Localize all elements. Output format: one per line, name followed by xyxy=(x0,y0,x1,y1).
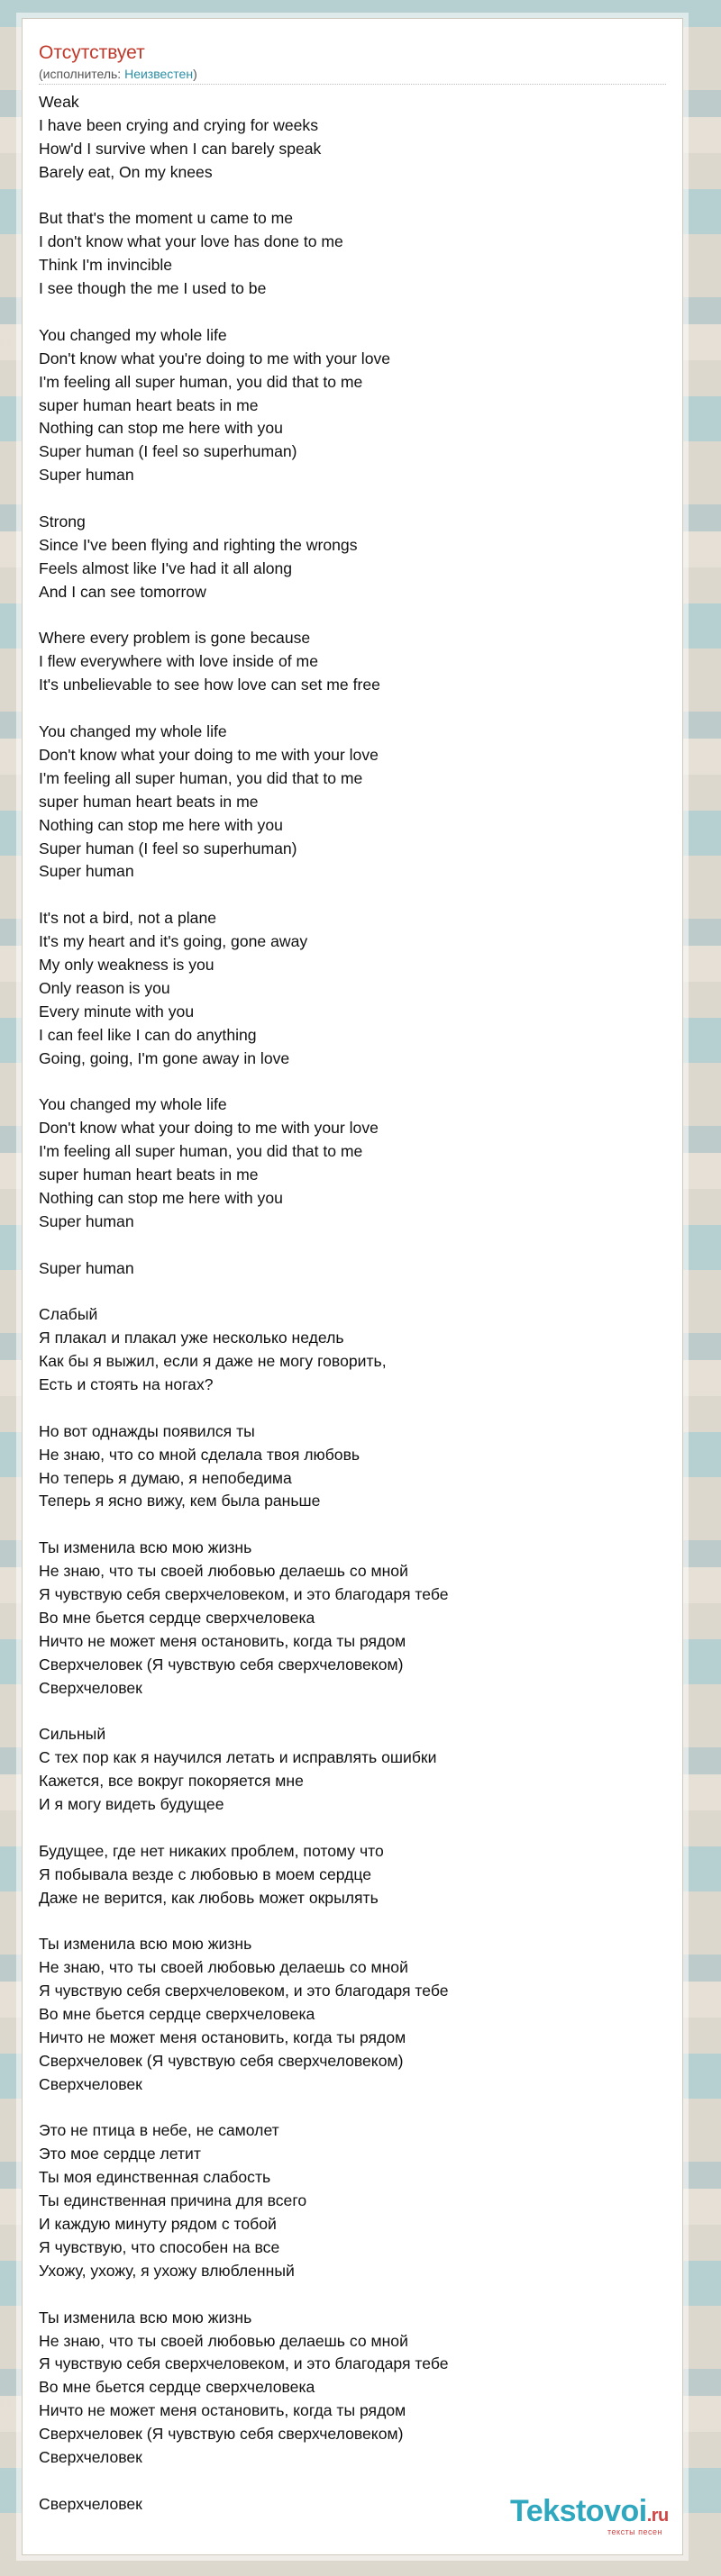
lyric-line: Super human (I feel so superhuman) xyxy=(39,839,297,857)
lyric-line: How'd I survive when I can barely speak xyxy=(39,139,322,158)
site-logo[interactable] xyxy=(510,2494,672,2548)
lyric-line: You changed my whole life xyxy=(39,722,227,741)
lyric-line: Going, going, I'm gone away in love xyxy=(39,1048,290,1067)
logo-wordmark xyxy=(510,2494,669,2529)
blank-line xyxy=(39,1513,661,1537)
lyric-line: Ты изменила всю мою жизнь xyxy=(39,1935,252,1954)
lyric-line: Есть и стоять на ногах? xyxy=(39,1374,214,1393)
blank-line xyxy=(39,2470,661,2493)
lyric-line: Weak xyxy=(39,93,79,111)
divider xyxy=(39,84,666,85)
blank-line xyxy=(39,604,661,628)
lyric-line: Во мне бьется сердце сверхчеловека xyxy=(39,2005,315,2024)
lyric-line: Super human xyxy=(39,862,134,881)
blank-line xyxy=(39,1700,661,1723)
lyric-line: Сильный xyxy=(39,1725,106,1744)
lyric-line: Where every problem is gone because xyxy=(39,629,311,648)
artist-link[interactable]: Неизвестен xyxy=(124,67,194,81)
lyric-line: Я чувствую себя сверхчеловеком, и это благодаря тебе xyxy=(39,2354,449,2373)
lyric-line: Ты моя единственная слабость xyxy=(39,2168,271,2187)
lyric-line: Теперь я ясно вижу, кем была раньше xyxy=(39,1492,321,1510)
song-title: Отсутствует xyxy=(39,42,145,63)
lyric-line: Я чувствую, что способен на все xyxy=(39,2237,280,2256)
lyric-line: I see though the me I used to be xyxy=(39,279,267,298)
lyric-line: Во мне бьется сердце сверхчеловека xyxy=(39,1608,315,1627)
lyric-line: It's not a bird, not a plane xyxy=(39,909,217,928)
blank-line xyxy=(39,185,661,208)
lyric-line: Nothing can stop me here with you xyxy=(39,1188,283,1207)
lyric-line: Я побывала везде с любовью в моем сердце xyxy=(39,1864,372,1883)
lyric-line: Сверхчеловек xyxy=(39,1678,142,1697)
lyrics-page xyxy=(22,18,683,2555)
blank-line xyxy=(39,1397,661,1420)
lyric-line: Кажется, все вокруг покоряется мне xyxy=(39,1772,304,1791)
lyric-line: Feels almost like I've had it all along xyxy=(39,558,293,577)
artist-suffix: ) xyxy=(193,67,197,81)
blank-line xyxy=(39,2097,661,2120)
lyric-line: Это не птица в небе, не самолет xyxy=(39,2121,279,2140)
lyric-line: Будущее, где нет никаких проблем, потому что xyxy=(39,1841,384,1860)
lyric-line: Даже не верится, как любовь может окрылять xyxy=(39,1888,379,1907)
blank-line xyxy=(39,2283,661,2307)
lyric-line: Super human xyxy=(39,1211,134,1230)
lyric-line: И каждую минуту рядом с тобой xyxy=(39,2215,277,2234)
lyric-line: Это мое сердце летит xyxy=(39,2145,201,2163)
lyric-line: It's unbelievable to see how love can set me free xyxy=(39,676,380,694)
lyric-line: Don't know what you're doing to me with your love xyxy=(39,349,391,367)
lyric-line: Don't know what your doing to me with your love xyxy=(39,745,379,764)
lyric-line: I'm feeling all super human, you did that to me xyxy=(39,1142,363,1161)
lyric-line: Я чувствую себя сверхчеловеком, и это благодаря тебе xyxy=(39,1585,449,1603)
lyric-line: You changed my whole life xyxy=(39,1095,227,1114)
lyric-line: But that's the moment u came to me xyxy=(39,209,294,228)
blank-line xyxy=(39,487,661,511)
lyric-line: I have been crying and crying for weeks xyxy=(39,115,319,134)
lyric-line: super human heart beats in me xyxy=(39,395,259,414)
lyric-line: Во мне бьется сердце сверхчеловека xyxy=(39,2378,315,2397)
blank-line xyxy=(39,1817,661,1840)
lyric-line: С тех пор как я научился летать и исправлять ошибки xyxy=(39,1748,437,1767)
lyric-line: I'm feeling all super human, you did that to me xyxy=(39,768,363,787)
lyric-line: Не знаю, что ты своей любовью делаешь со мной xyxy=(39,2331,408,2350)
lyric-line: My only weakness is you xyxy=(39,955,214,974)
lyric-line: Ничто не может меня остановить, когда ты рядом xyxy=(39,2027,406,2046)
lyric-line: Не знаю, что ты своей любовью делаешь со мной xyxy=(39,1562,408,1581)
lyric-line: Как бы я выжил, если я даже не могу говорить, xyxy=(39,1352,387,1371)
blank-line xyxy=(39,301,661,324)
logo-tld: .ru xyxy=(646,2506,669,2526)
lyric-line: Super human xyxy=(39,466,134,485)
lyric-line: Don't know what your doing to me with your love xyxy=(39,1119,379,1138)
blank-line xyxy=(39,884,661,907)
lyric-line: Ты единственная причина для всего xyxy=(39,2191,307,2210)
lyric-line: Но теперь я думаю, я непобедима xyxy=(39,1468,292,1487)
lyric-line: Сверхчеловек (Я чувствую себя сверхчеловеком) xyxy=(39,2051,404,2070)
blank-line xyxy=(39,1234,661,1257)
lyric-line: Я чувствую себя сверхчеловеком, и это благодаря тебе xyxy=(39,1982,449,2000)
lyric-line: Super human (I feel so superhuman) xyxy=(39,442,297,461)
logo-name: Tekstovoi xyxy=(510,2494,647,2528)
blank-line xyxy=(39,1280,661,1303)
lyric-line: Слабый xyxy=(39,1305,98,1324)
lyric-line: And I can see tomorrow xyxy=(39,582,206,601)
blank-line xyxy=(39,1909,661,1933)
lyric-line: Ты изменила всю мою жизнь xyxy=(39,2308,252,2327)
lyric-line: I don't know what your love has done to me xyxy=(39,232,343,251)
logo-tagline: тексты песен xyxy=(607,2527,663,2536)
lyric-line: I flew everywhere with love inside of me xyxy=(39,652,318,671)
lyric-line: Ты изменила всю мою жизнь xyxy=(39,1538,252,1557)
lyric-line: Only reason is you xyxy=(39,978,170,997)
lyric-line: Сверхчеловек xyxy=(39,2074,142,2093)
artist-prefix: (исполнитель: xyxy=(39,67,125,81)
lyric-line: super human heart beats in me xyxy=(39,792,259,811)
lyric-line: I'm feeling all super human, you did that to me xyxy=(39,372,363,391)
lyric-line: Сверхчеловек (Я чувствую себя сверхчеловеком) xyxy=(39,1655,404,1673)
lyric-line: Super human xyxy=(39,1258,134,1277)
lyric-line: Сверхчеловек xyxy=(39,2447,142,2466)
lyrics-text xyxy=(39,91,661,2517)
lyric-line: Strong xyxy=(39,512,86,531)
lyric-line: super human heart beats in me xyxy=(39,1165,259,1184)
lyric-line: Nothing can stop me here with you xyxy=(39,815,283,834)
lyric-line: Ничто не может меня остановить, когда ты рядом xyxy=(39,2401,406,2420)
lyric-line: I can feel like I can do anything xyxy=(39,1025,257,1044)
lyric-line: You changed my whole life xyxy=(39,325,227,344)
lyric-line: И я могу видеть будущее xyxy=(39,1795,224,1814)
lyric-line: Не знаю, что со мной сделала твоя любовь xyxy=(39,1445,360,1464)
lyric-line: Сверхчеловек xyxy=(39,2494,142,2513)
lyric-line: Сверхчеловек (Я чувствую себя сверхчеловеком) xyxy=(39,2425,404,2444)
lyric-line: Nothing can stop me here with you xyxy=(39,419,283,438)
lyric-line: Every minute with you xyxy=(39,1002,195,1020)
artist-line xyxy=(39,67,197,81)
lyric-line: Не знаю, что ты своей любовью делаешь со мной xyxy=(39,1958,408,1977)
lyric-line: It's my heart and it's going, gone away xyxy=(39,932,308,951)
lyric-line: Ничто не может меня остановить, когда ты рядом xyxy=(39,1631,406,1650)
lyric-line: Since I've been flying and righting the wrongs xyxy=(39,535,358,554)
blank-line xyxy=(39,697,661,721)
lyric-line: Ухожу, ухожу, я ухожу влюбленный xyxy=(39,2261,295,2280)
lyric-line: Я плакал и плакал уже несколько недель xyxy=(39,1329,344,1347)
lyric-line: Barely eat, On my knees xyxy=(39,162,213,181)
lyric-line: Но вот однажды появился ты xyxy=(39,1421,255,1440)
lyric-line: Think I'm invincible xyxy=(39,256,173,275)
blank-line xyxy=(39,1070,661,1093)
